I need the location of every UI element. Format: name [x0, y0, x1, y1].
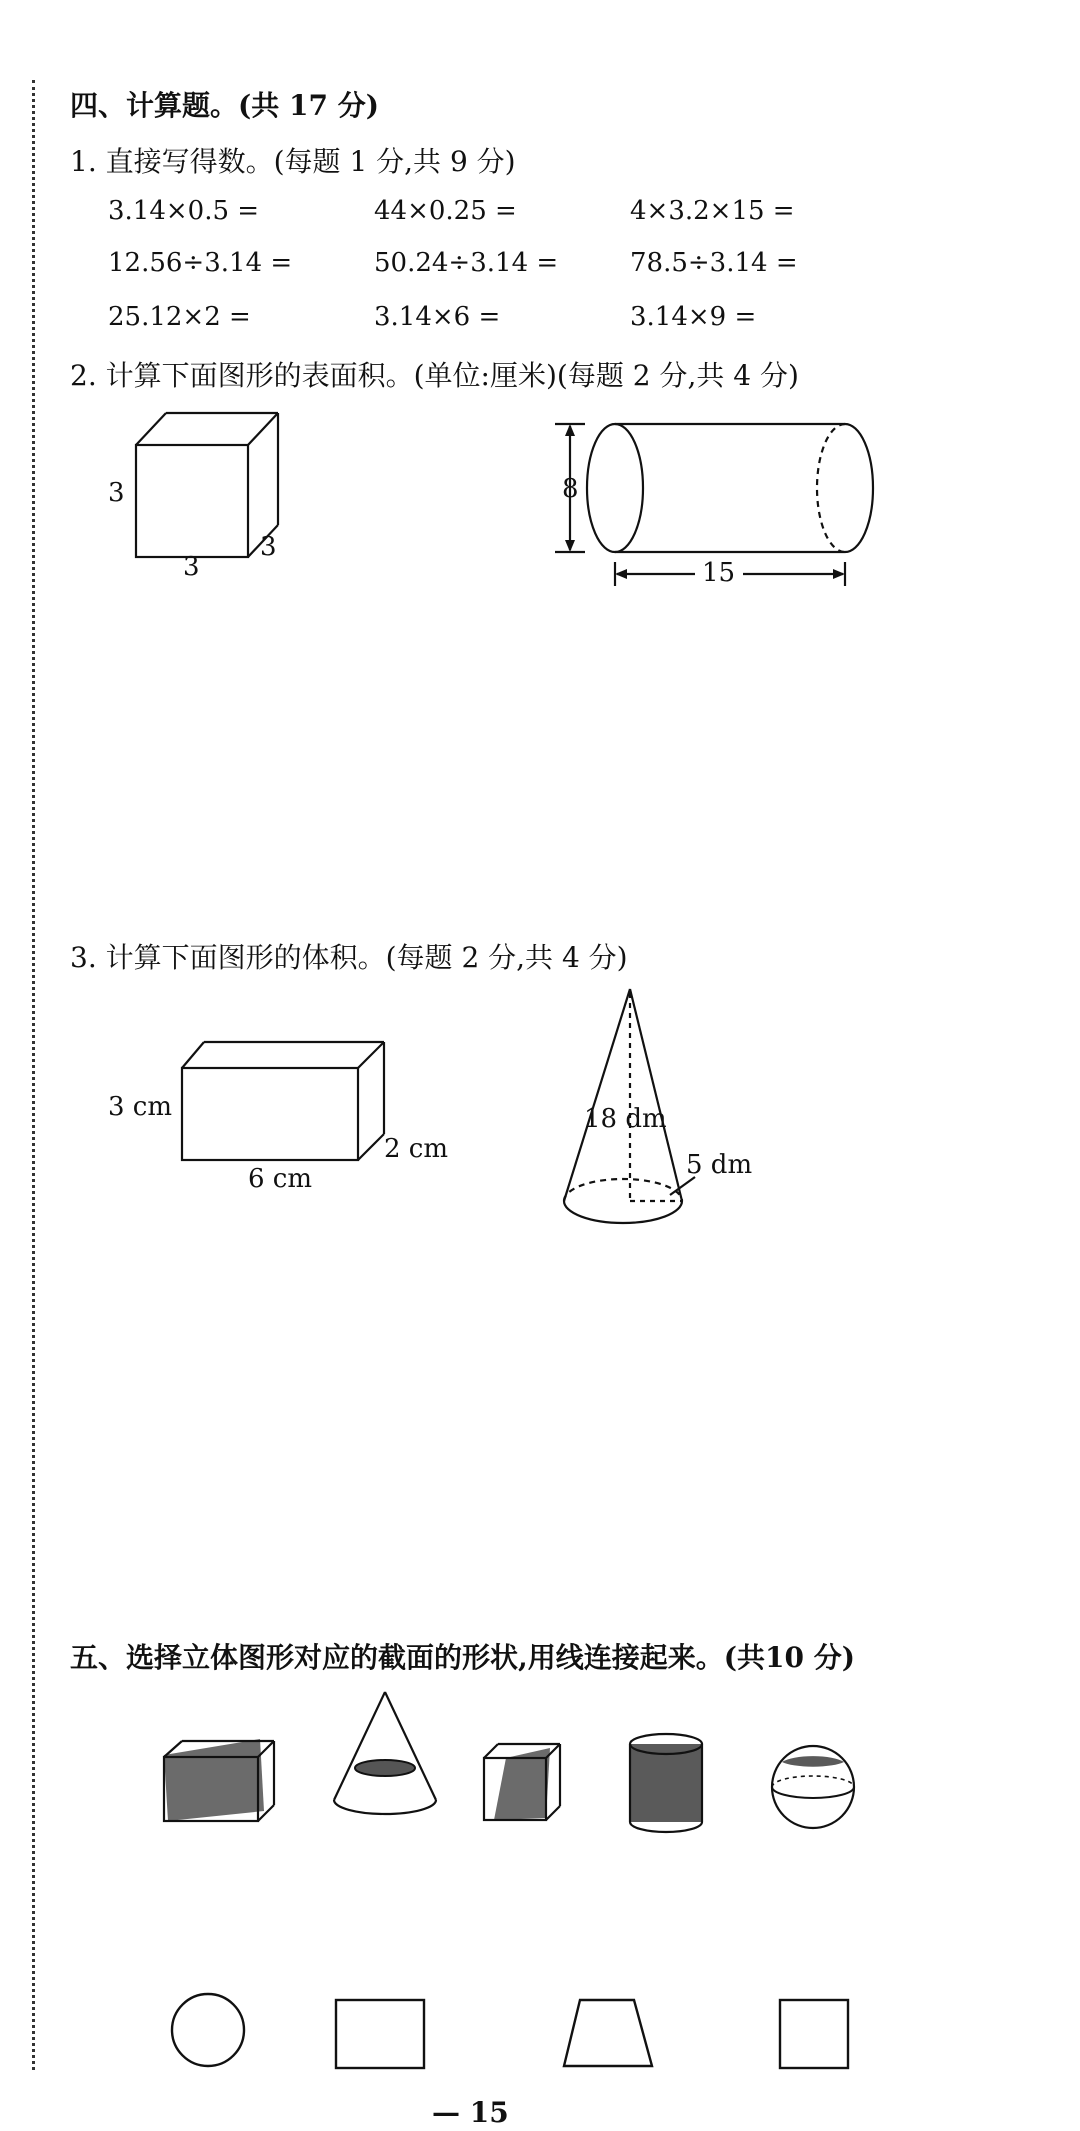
calc-3-1: 25.12×2 =: [108, 302, 251, 332]
calc-3-3: 3.14×9 =: [630, 302, 757, 332]
binding-margin-line: [32, 80, 35, 2070]
cube-bottom-label: 3: [183, 552, 200, 582]
cuboid-length-label: 6 cm: [248, 1164, 313, 1194]
cuboid-section-icon: [160, 1735, 280, 1830]
rectangle-shape: [332, 1996, 428, 2072]
cylinder-length-label: 15: [702, 558, 736, 588]
calc-2-3: 78.5÷3.14 =: [630, 248, 798, 278]
cone-section-icon: [330, 1688, 440, 1823]
calc-2-2: 50.24÷3.14 =: [374, 248, 559, 278]
section4-title: 四、计算题。(共 17 分): [70, 89, 379, 122]
cube-right-label: 3: [260, 532, 277, 562]
cuboid-height-label: 3 cm: [108, 1092, 173, 1122]
section5-title: 五、选择立体图形对应的截面的形状,用线连接起来。(共10 分): [70, 1641, 855, 1674]
calc-2-1: 12.56÷3.14 =: [108, 248, 293, 278]
calc-1-1: 3.14×0.5 =: [108, 196, 260, 226]
q1-title: 1. 直接写得数。(每题 1 分,共 9 分): [70, 145, 516, 178]
trapezoid-shape: [560, 1996, 656, 2072]
circle-shape: [168, 1990, 248, 2070]
calc-1-3: 4×3.2×15 =: [630, 196, 795, 226]
cube-left-label: 3: [108, 478, 125, 508]
sphere-section-icon: [768, 1742, 858, 1832]
cuboid-width-label: 2 cm: [384, 1134, 449, 1164]
calc-1-2: 44×0.25 =: [374, 196, 517, 226]
cone-height-label: 18 dm: [584, 1104, 667, 1134]
cone-radius-label: 5 dm: [686, 1150, 753, 1180]
page-number: — 15: [432, 2096, 509, 2129]
cylinder-diameter-label: 8: [562, 474, 579, 504]
square-shape: [776, 1996, 852, 2072]
cube-section-icon: [480, 1740, 565, 1825]
cylinder-section-icon: [625, 1730, 710, 1835]
calc-3-2: 3.14×6 =: [374, 302, 501, 332]
cuboid-figure: [180, 1038, 400, 1163]
q3-title: 3. 计算下面图形的体积。(每题 2 分,共 4 分): [70, 941, 628, 974]
q2-title: 2. 计算下面图形的表面积。(单位:厘米)(每题 2 分,共 4 分): [70, 359, 799, 392]
